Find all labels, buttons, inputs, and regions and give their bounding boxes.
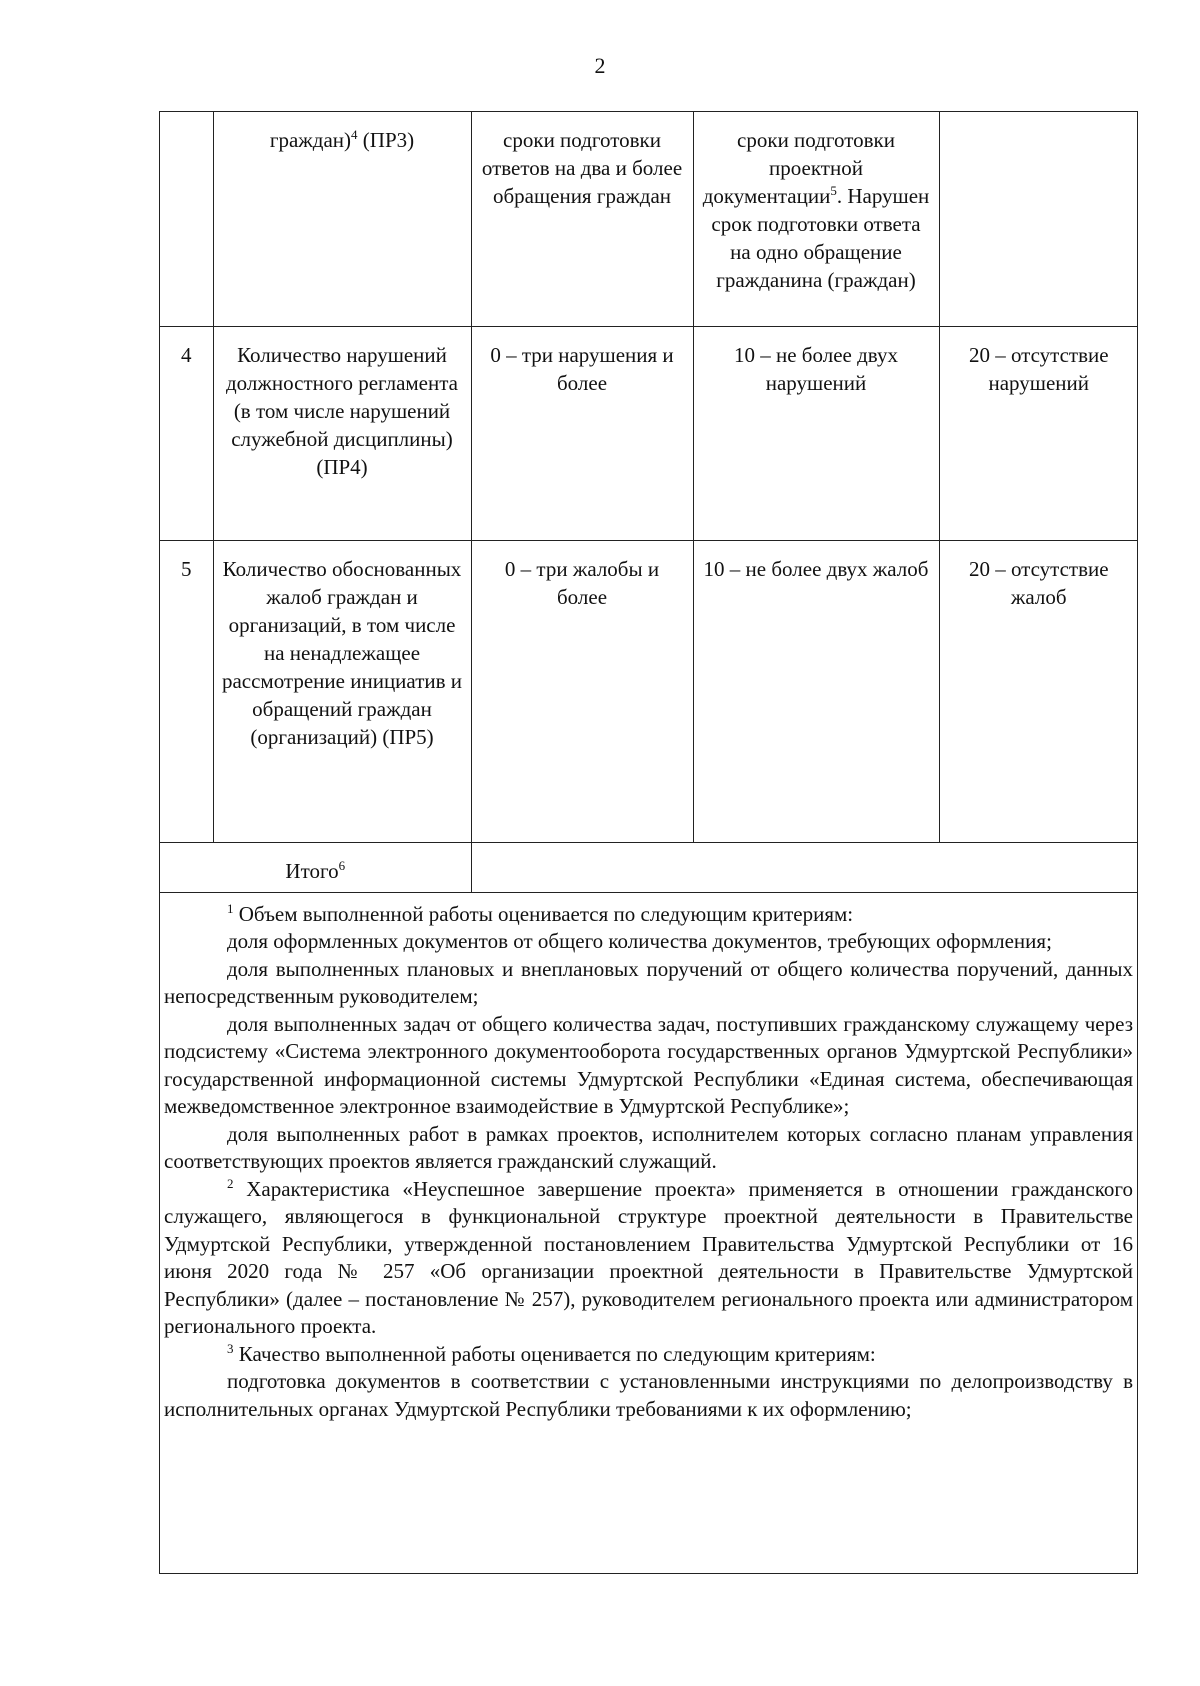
score-0-cell: 0 – три нарушения и более — [471, 326, 693, 540]
document-sheet — [159, 111, 1138, 1574]
score-20-cell: 20 – отсутствие жалоб — [939, 540, 1138, 842]
table-row — [160, 326, 1138, 540]
score-10-cell: 10 – не более двух нарушений — [693, 326, 939, 540]
row-number: 4 — [160, 326, 213, 540]
footnote-ref: 5 — [830, 183, 837, 198]
criterion-cell: Количество обоснованных жалоб граждан и организаций, в том числе на ненадлежащее рассмотрение инициатив и обращений граждан (организаций) (ПР5) — [213, 540, 471, 842]
criterion-cell: Количество нарушений должностного регламента (в том числе нарушений служебной дисциплины) (ПР4) — [213, 326, 471, 540]
footnote-2: $^2$ Характеристика «Неуспешное завершение проекта» применяется в отношении гражданского служащего, являющегося в функциональной структуре проектной деятельности в Правительстве Удмуртской Республики, утвержденной постановлением Правительства Удмуртской Республики от 16 июня 2020 года № 257 «Об организации проектной деятельности в Правительстве Удмуртской Республики» (далее – постановление № 257), руководителем регионального проекта или администратором регионального проекта. — [164, 1175, 1133, 1338]
footnote-item: доля оформленных документов от общего количества документов, требующих оформления; — [227, 929, 1052, 953]
total-value — [471, 842, 1138, 892]
criteria-table — [160, 112, 1138, 893]
footnote-ref: 4 — [351, 127, 358, 142]
row-number: 5 — [160, 540, 213, 842]
score-10-cell: 10 – не более двух жалоб — [693, 540, 939, 842]
total-label: Итого$^6$ — [160, 842, 471, 892]
total-row — [160, 842, 1138, 892]
row-number — [160, 112, 213, 326]
footnote-item: доля выполненных задач от общего количества задач, поступивших гражданскому служащему через подсистему «Система электронного документооборота государственных органов Удмуртской Республики» государственной информационной системы Удмуртской Республики «Единая система, обеспечивающая межведомственное электронное взаимодействие в Удмуртской Республике»; — [164, 1011, 1133, 1118]
page-number: 2 — [594, 53, 606, 78]
footnote-3-intro: $^3$ Качество выполненной работы оценивается по следующим критериям: — [227, 1340, 876, 1366]
footnotes — [160, 893, 1137, 1424]
criterion-cell: граждан)$^4$ (ПР3) — [213, 112, 471, 326]
footnote-item: подготовка документов в соответствии с установленными инструкциями по делопроизводству в исполнительных органах Удмуртской Республики требованиями к их оформлению; — [164, 1369, 1133, 1421]
footnote-item: доля выполненных плановых и внеплановых поручений от общего количества поручений, данных непосредственным руководителем; — [164, 956, 1133, 1008]
table-row — [160, 112, 1138, 326]
score-0-cell: 0 – три жалобы и более — [471, 540, 693, 842]
footnote-item: доля выполненных работ в рамках проектов, исполнителем которых согласно планам управления соответствующих проектов является гражданский служащий. — [164, 1121, 1133, 1173]
footnote-1-intro: $^1$ Объем выполненной работы оценивается по следующим критериям: — [227, 900, 854, 926]
footnote-ref: 6 — [338, 857, 346, 873]
score-0-cell: сроки подготовки ответов на два и более обращения граждан — [471, 112, 693, 326]
table-row — [160, 540, 1138, 842]
score-20-cell: 20 – отсутствие нарушений — [939, 326, 1138, 540]
score-20-cell — [939, 112, 1138, 326]
score-10-cell: сроки подготовки проектной документации$^5$. Нарушен срок подготовки ответа на одно обращение гражданина (граждан) — [693, 112, 939, 326]
